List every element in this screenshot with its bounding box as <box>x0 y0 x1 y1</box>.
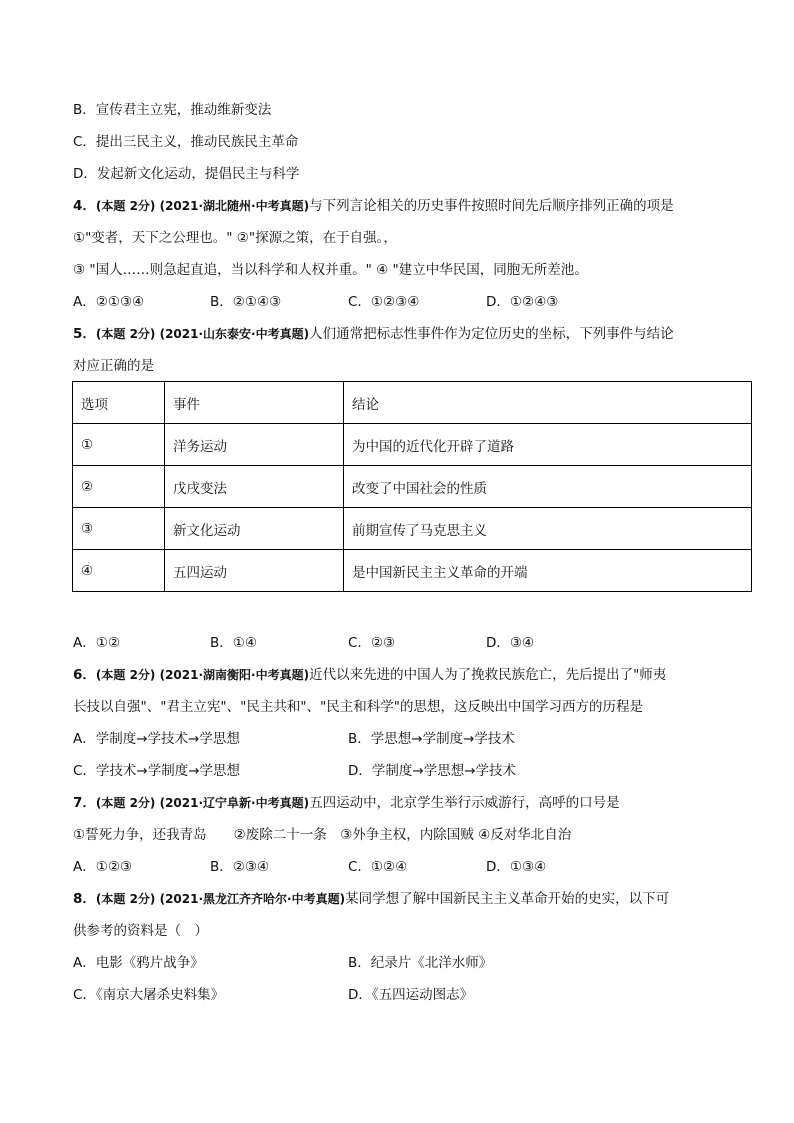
q6-source: (本题 2分) (2021·湖南衡阳·中考真题) <box>95 668 310 682</box>
table-header-cell: 结论 <box>344 382 752 424</box>
q6-number: 6． <box>73 667 96 683</box>
table-header-row <box>73 382 752 424</box>
q4-quotes-2: ③ "国人……则急起直追，当以科学和人权并重。" ④ "建立中华民国，同胞无所差池。 <box>73 262 588 278</box>
table-cell: 改变了中国社会的性质 <box>344 466 752 508</box>
q8-number: 8． <box>73 891 96 907</box>
q7-option-a: A．①②③ <box>73 859 133 875</box>
q5-text: 人们通常把标志性事件作为定位历史的坐标，下列事件与结论 <box>309 326 674 342</box>
table-cell: 洋务运动 <box>165 424 344 466</box>
q7-stem <box>73 793 620 813</box>
q4-quotes-1: ①"变者，天下之公理也。" ②"探源之策，在于自强。， <box>73 230 397 246</box>
q4-stem <box>73 196 674 216</box>
table-cell: ③ <box>73 508 165 550</box>
q7-number: 7． <box>73 795 96 811</box>
table-row <box>73 550 752 592</box>
table-row <box>73 508 752 550</box>
q8-stem <box>73 889 669 909</box>
q8-source: (本题 2分) (2021·黑龙江齐齐哈尔·中考真题) <box>95 892 346 906</box>
q5-source: (本题 2分) (2021·山东泰安·中考真题) <box>95 327 310 341</box>
q4-option-c: C．①②③④ <box>348 294 420 310</box>
q6-stem-cont: 长技以自强"、"君主立宪"、"民主共和"、"民主和科学"的思想，这反映出中国学习西方的历程是 <box>73 699 643 715</box>
table-header-cell: 事件 <box>165 382 344 424</box>
q7-option-b: B．②③④ <box>210 859 270 875</box>
q8-option-d: D．《五四运动图志》 <box>348 987 474 1003</box>
q8-option-a: A．电影《鸦片战争》 <box>73 955 204 971</box>
table-cell: 新文化运动 <box>165 508 344 550</box>
q8-option-c: C．《南京大屠杀史料集》 <box>73 987 225 1003</box>
q5-option-d: D．③④ <box>486 635 535 651</box>
q6-text: 近代以来先进的中国人为了挽救民族危亡，先后提出了"师夷 <box>309 667 667 683</box>
q7-option-d: D．①③④ <box>486 859 547 875</box>
table-cell: ② <box>73 466 165 508</box>
q4-option-a: A．②①③④ <box>73 294 145 310</box>
q5-option-b: B．①④ <box>210 635 257 651</box>
q3-option-c: C．提出三民主义，推动民族民主革命 <box>73 134 299 150</box>
q3-option-d: D．发起新文化运动，提倡民主与科学 <box>73 166 300 182</box>
q6-stem <box>73 665 666 685</box>
q5-stem <box>73 324 674 344</box>
q6-option-a: A．学制度→学技术→学思想 <box>73 731 240 747</box>
q7-slogans: ①誓死力争，还我青岛 ②废除二十一条 ③外争主权，内除国贼 ④反对华北自治 <box>73 827 572 843</box>
q8-stem-cont: 供参考的资料是（ ） <box>73 923 208 939</box>
table-cell: 戊戌变法 <box>165 466 344 508</box>
table-row <box>73 466 752 508</box>
table-cell: ① <box>73 424 165 466</box>
table-row <box>73 424 752 466</box>
q5-option-a: A．①② <box>73 635 120 651</box>
table-cell: ④ <box>73 550 165 592</box>
q4-option-b: B．②①④③ <box>210 294 282 310</box>
q4-text: 与下列言论相关的历史事件按照时间先后顺序排列正确的项是 <box>309 198 674 214</box>
table-cell: 是中国新民主主义革命的开端 <box>344 550 752 592</box>
q4-number: 4． <box>73 198 96 214</box>
q5-option-c: C．②③ <box>348 635 396 651</box>
table-cell: 五四运动 <box>165 550 344 592</box>
q4-option-d: D．①②④③ <box>486 294 559 310</box>
q5-number: 5． <box>73 326 96 342</box>
table-cell: 前期宣传了马克思主义 <box>344 508 752 550</box>
q4-source: (本题 2分) (2021·湖北随州·中考真题) <box>95 199 310 213</box>
q7-text: 五四运动中，北京学生举行示威游行，高呼的口号是 <box>309 795 620 811</box>
q6-option-b: B．学思想→学制度→学技术 <box>348 731 515 747</box>
q7-source: (本题 2分) (2021·辽宁阜新·中考真题) <box>95 796 310 810</box>
q7-option-c: C．①②④ <box>348 859 408 875</box>
q3-option-b: B．宣传君主立宪，推动维新变法 <box>73 102 272 118</box>
table-cell: 为中国的近代化开辟了道路 <box>344 424 752 466</box>
table-header-cell: 选项 <box>73 382 165 424</box>
q5-stem-cont: 对应正确的是 <box>73 358 154 374</box>
q8-text: 某同学想了解中国新民主主义革命开始的史实，以下可 <box>345 891 670 907</box>
q6-option-d: D．学制度→学思想→学技术 <box>348 763 517 779</box>
q8-option-b: B．纪录片《北洋水师》 <box>348 955 493 971</box>
q6-option-c: C．学技术→学制度→学思想 <box>73 763 241 779</box>
q5-table <box>72 381 752 592</box>
